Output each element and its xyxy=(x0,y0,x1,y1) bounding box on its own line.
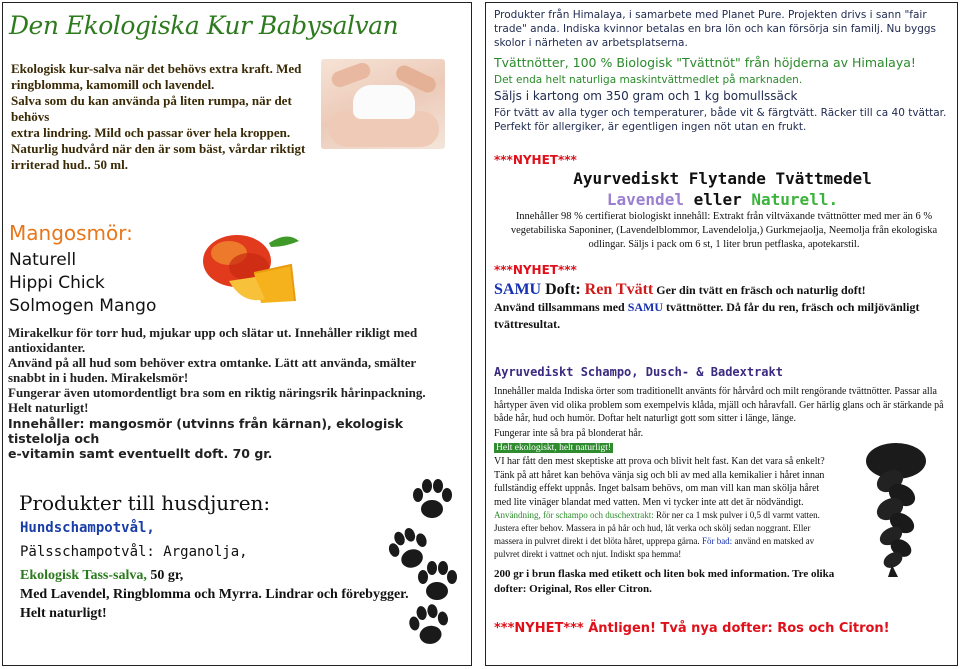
cat-shampoo: Pälsschampotvål: Arganolja, xyxy=(20,544,248,560)
variant-or: eller xyxy=(683,190,752,209)
mango-ingredients xyxy=(8,416,468,461)
mango-variant-list xyxy=(9,249,156,318)
intro-line: Salva som du kan använda på liten rumpa, när det behövs xyxy=(11,93,292,124)
intro-line: irriterad hud.. 50 ml. xyxy=(11,157,128,172)
paw-salve xyxy=(20,566,420,623)
soapnuts-description xyxy=(494,106,952,134)
soapnuts-desc-line: För tvätt av alla tyger och temperaturer, både vit & färgtvätt. Räcker till ca 40 tvättar. xyxy=(494,107,947,119)
detergent-description: Innehåller 98 % certifierat biologiskt innehåll: Extrakt från viltväxande tvättnötter med mer än 6 % vegetabiliska Saponiner, (Lavendelblommor, Lavendelolja,) Gurkmejaolja, Neemolja från ekologiska odlingar. Säljs i pack om 6 st, 1 liter brun petflaska, apotekarstil. xyxy=(510,211,938,250)
mango-desc-line: Fungerar även utomordentligt bra som en riktig näringsrik hårinpackning. xyxy=(8,385,426,400)
samu-product: Ren Tvätt xyxy=(584,281,654,298)
himalaya-line: skolor i närheten av arbetsplatserna. xyxy=(494,37,688,49)
himalaya-intro xyxy=(494,8,952,50)
shampoo-blond-note: Fungerar inte så bra på blonderat hår. xyxy=(494,428,644,439)
samu-tagline: Ger din tvätt en fräsch och naturlig doft! xyxy=(653,283,866,297)
samu-use: Använd tillsammans med xyxy=(494,300,628,314)
mango-desc-line: Använd på all hud som behöver extra omtanke. Lätt att använda, smälter xyxy=(8,355,417,370)
mango-desc-line: snabbt in i huden. Mirakelsmör! xyxy=(8,370,189,385)
mango-desc-line: antioxidanter. xyxy=(8,340,86,355)
usage-text: Rör ner ca 1 msk pulver i 0,5 dl varmt vatten. Justera efter behov. Massera in på hår och hud, låt verka och skölj sedan noggrant. Eller massera in pulvret direkt i det blöta håret, upprepa gärna. xyxy=(494,510,820,546)
paw-salve-natural: Helt naturligt! xyxy=(20,606,107,621)
intro-line: extra lindring. Mild och passar över hela kroppen. xyxy=(11,125,291,140)
samu-doft: Doft: xyxy=(541,281,585,298)
shampoo-experience: VI har fått den mest skeptiske att prova och blivit helt fast. Kan det vara så enkelt? Tänk på att håret kan behöva vänja sig och bli av med alla kemikalier i håret innan fullständig effekt uppnås. Inget balsam behövs, om man vill kan man skölja håret med lite vinäger blandat med vatten. Men vi tycker inte att det är nödvändigt. xyxy=(494,456,825,508)
paw-salve-size: 50 gr, xyxy=(146,568,184,583)
new-scents-banner: ***NYHET*** Äntligen! Två nya dofter: Ros och Citron! xyxy=(494,621,890,636)
paw-icon xyxy=(403,600,454,653)
left-panel xyxy=(2,2,472,666)
dog-shampoo: Hundschampotvål, xyxy=(20,520,155,536)
paw-salve-desc: Med Lavendel, Ringblomma och Myrra. Lindrar och förebygger. xyxy=(20,587,409,602)
variant-natural: Naturell. xyxy=(751,190,839,209)
braid-photo xyxy=(846,443,946,577)
soapnuts-heading: Tvättnötter, 100 % Biologisk "Tvättnöt" från höjderna av Himalaya! xyxy=(494,55,916,70)
mango-variant: Solmogen Mango xyxy=(9,296,157,316)
bath-label: För bad: xyxy=(699,536,733,546)
right-panel xyxy=(485,2,958,666)
mango-variant: Hippi Chick xyxy=(9,273,105,293)
himalaya-line: trade" anda. Indiska kvinnor betalas en bra lön och kan försörja sin familj. Nu byggs xyxy=(494,23,937,35)
intro-line: ringblomma, kamomill och lavendel. xyxy=(11,77,215,92)
samu-result: tvättresultat. xyxy=(494,317,561,331)
paw-icon xyxy=(415,559,459,605)
organic-badge: Helt ekologiskt, helt naturligt! xyxy=(496,442,612,453)
mango-description xyxy=(8,325,468,415)
mango-heading: Mangosmör: xyxy=(9,221,133,245)
soapnuts-desc-line: Perfekt för allergiker, är egentligen ingen nöt utan en frukt. xyxy=(494,121,807,133)
intro-line: Ekologisk kur-salva när det behövs extra kraft. Med xyxy=(11,61,302,76)
ingredients-line: e-vitamin samt eventuellt doft. 70 gr. xyxy=(8,446,273,461)
samu-brand-inline: SAMU xyxy=(627,300,664,314)
shampoo-body xyxy=(494,427,832,561)
samu-brand: SAMU xyxy=(494,281,542,298)
news-label: ***NYHET*** xyxy=(494,263,577,277)
samu-use-rest: tvättnötter. Då får du ren, fräsch och miljövänligt xyxy=(663,300,920,314)
variant-lavender: Lavendel xyxy=(606,190,684,209)
shampoo-intro: Innehåller malda Indiska örter som traditionellt använts för hårvård och milt rengörande tvättnötter. Passar alla hårtyper även vid olika problem som exempelvis klåda, mjäll och håravfall. Ger härlig glans och är stärkande på både hår, hud och humör. Doftar helt naturligt gott som sitter i länge, länge. xyxy=(494,386,944,424)
page-title: Den Ekologiska Kur Babysalvan xyxy=(9,11,399,40)
mango-desc-line: Mirakelkur för torr hud, mjukar upp och slätar ut. Innehåller rikligt med xyxy=(8,325,418,340)
soapnuts-subtitle: Det enda helt naturliga maskintvättmedlet på marknaden. xyxy=(494,74,803,86)
news-label: ***NYHET*** xyxy=(494,153,577,167)
samu-scent xyxy=(494,281,952,333)
bottle-info: 200 gr i brun flaska med etikett och liten bok med information. Tre olika dofter: Original, Ros eller Citron. xyxy=(494,568,835,595)
pets-heading: Produkter till husdjuren: xyxy=(19,491,271,515)
mango-desc-line: Helt naturligt! xyxy=(8,400,89,415)
usage-label: Användning, för schampo och duschextrakt: xyxy=(494,510,654,520)
paw-salve-name: Ekologisk Tass-salva, xyxy=(20,568,147,583)
babysalva-description xyxy=(11,61,316,173)
ingredients-line: Innehåller: mangosmör (utvinns från kärnan), ekologisk tistelolja och xyxy=(8,416,404,446)
detergent-title: Ayurvediskt Flytande Tvättmedel xyxy=(573,169,872,188)
paw-icon xyxy=(410,477,454,523)
himalaya-line: Produkter från Himalaya, i samarbete med Planet Pure. Projekten drivs i sann "fair xyxy=(494,9,927,21)
baby-photo xyxy=(321,59,445,149)
mango-variant: Naturell xyxy=(9,250,77,270)
bath-text: använd en matsked av pulvret direkt i vattnet och njut. Indiskt spa hemma! xyxy=(494,536,815,559)
soapnuts-packaging: Säljs i kartong om 350 gram och 1 kg bomullssäck xyxy=(494,89,798,103)
mango-image xyxy=(199,225,303,309)
intro-line: Naturlig hudvård när den är som bäst, vårdar riktigt xyxy=(11,141,306,156)
shampoo-heading: Ayruvediskt Schampo, Dusch- & Badextrakt xyxy=(494,365,783,379)
detergent-variants xyxy=(486,190,958,209)
